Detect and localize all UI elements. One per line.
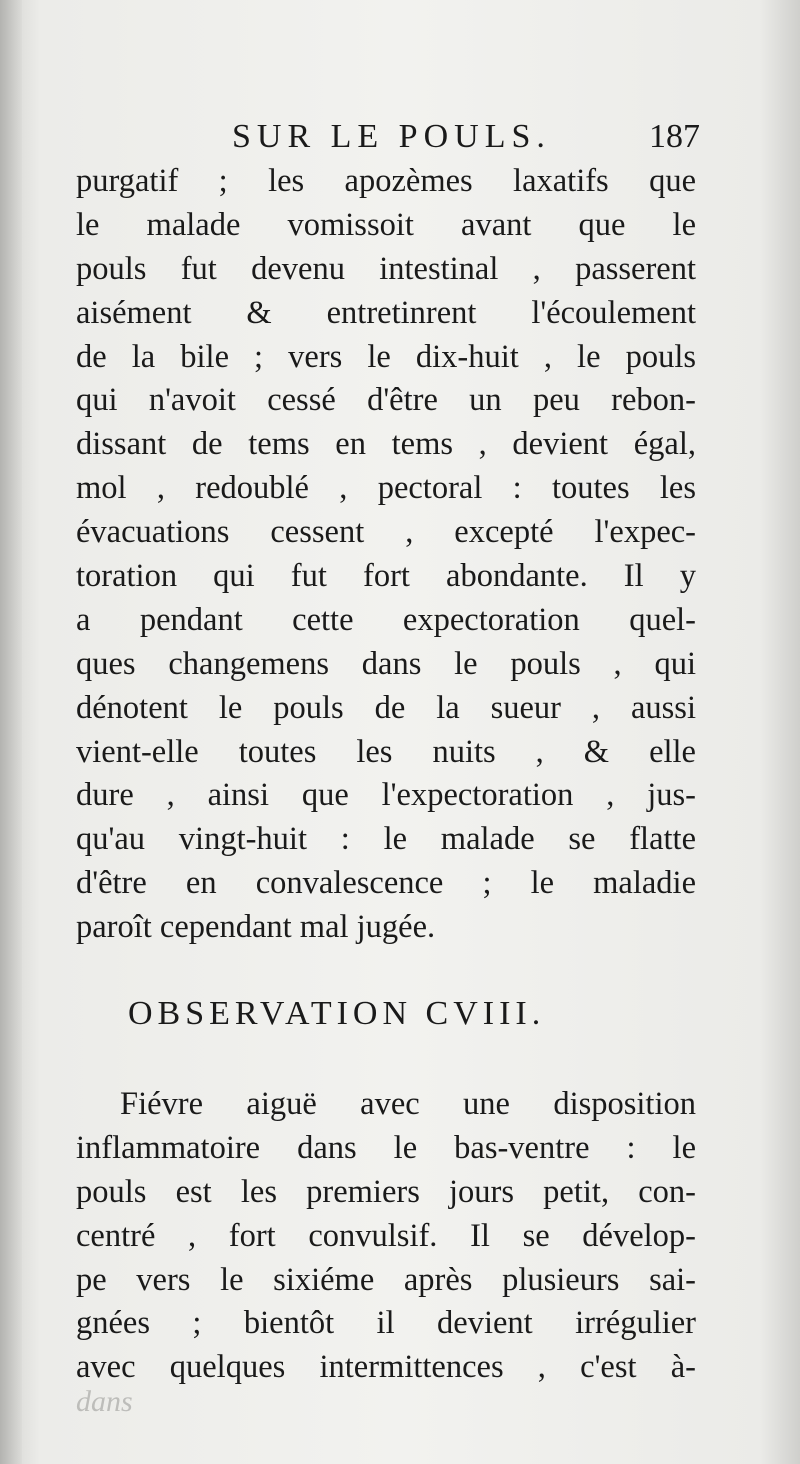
text-line: inflammatoire dans le bas-ventre : le [76, 1129, 696, 1166]
text-line: a pendant cette expectoration quel- [76, 601, 696, 638]
running-title: SUR LE POULS. [232, 118, 551, 155]
running-head [232, 118, 700, 158]
text-line: centré , fort convulsif. Il se dévelop- [76, 1217, 696, 1254]
text-line: purgatif ; les apozèmes laxatifs que [76, 163, 696, 199]
text-line: de la bile ; vers le dix-huit , le pouls [76, 338, 696, 375]
observation-heading: OBSERVATION CVIII. [128, 995, 546, 1032]
text-line: évacuations cessent , excepté l'expec- [76, 514, 696, 551]
text-line: dissant de tems en tems , devient égal, [76, 426, 696, 463]
page-number: 187 [649, 118, 700, 155]
paragraph-observation [76, 1083, 696, 1390]
text-line: ques changemens dans le pouls , qui [76, 645, 696, 682]
paragraph-continued [76, 160, 696, 950]
text-line: avec quelques intermittences , c'est à- [76, 1349, 696, 1386]
text-line: Fiévre aiguë avec une disposition [120, 1086, 696, 1122]
text-line: pe vers le sixiéme après plusieurs sai- [76, 1261, 696, 1298]
text-line: gnées ; bientôt il devient irrégulier [76, 1305, 696, 1342]
text-line: dure , ainsi que l'expectoration , jus- [76, 777, 696, 814]
page-gutter-shadow [0, 0, 22, 1464]
text-line: paroît cependant mal jugée. [76, 909, 436, 946]
catchword: dans [76, 1385, 133, 1418]
text-line: aisément & entretinrent l'écoulement [76, 294, 696, 331]
text-line: le malade vomissoit avant que le [76, 206, 696, 243]
text-line: mol , redoublé , pectoral : toutes les [76, 470, 696, 507]
text-line: vient-elle toutes les nuits , & elle [76, 733, 696, 770]
text-line: pouls fut devenu intestinal , passerent [76, 250, 696, 287]
text-line: qui n'avoit cessé d'être un peu rebon- [76, 382, 696, 419]
text-line: pouls est les premiers jours petit, con- [76, 1173, 696, 1210]
text-line: dénotent le pouls de la sueur , aussi [76, 689, 696, 726]
text-line: d'être en convalescence ; le maladie [76, 865, 696, 902]
text-line: qu'au vingt-huit : le malade se flatte [76, 821, 696, 858]
text-line: toration qui fut fort abondante. Il y [76, 558, 696, 595]
